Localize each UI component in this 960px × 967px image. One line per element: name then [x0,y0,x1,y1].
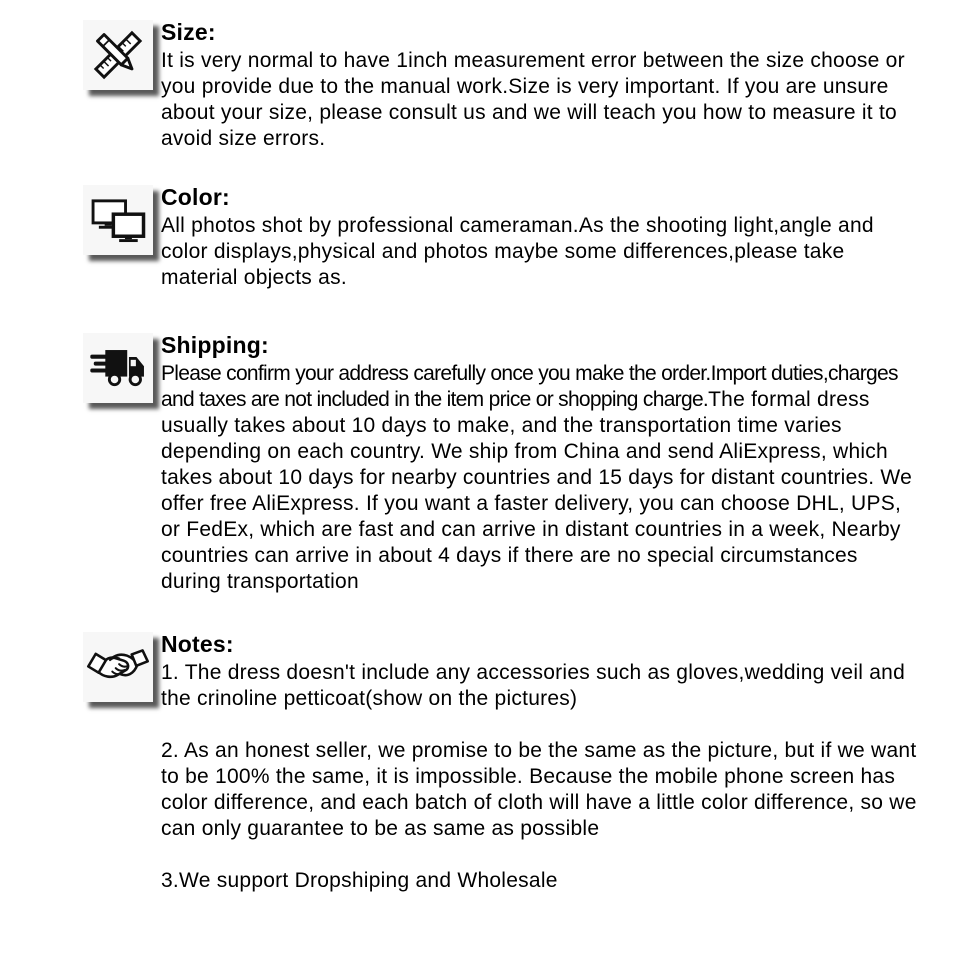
shipping-icon-tile [83,333,153,403]
size-content [161,20,918,152]
section-shipping [83,333,960,595]
size-icon-tile [83,20,153,90]
handshake-icon [86,646,150,688]
color-content [161,185,918,291]
size-title: Size: [161,19,216,45]
section-notes [83,632,960,894]
shipping-content [161,333,918,595]
notes-title: Notes: [161,631,234,657]
color-icon-tile [83,185,153,255]
notes-content [161,632,918,894]
size-text: It is very normal to have 1inch measurement error between the size choose or you provide due to the manual work.Size is very important. If you are unsure about your size, please consult us and we will teach you how to measure it to avoid size errors. [161,49,905,150]
color-text: All photos shot by professional cameraman.As the shooting light,angle and color displays,physical and photos maybe some differences,please take material objects as. [161,214,874,289]
pencil-ruler-icon [89,26,147,84]
shipping-text-intro: Please confirm your address carefully once you make the order.Import duties,charges and taxes are not included in the item price or shopping charge. [161,362,898,411]
delivery-truck-icon [89,346,147,391]
shipping-text [161,361,918,595]
notes-icon-tile [83,632,153,702]
dual-monitors-icon [89,191,147,249]
shipping-text-main: The formal dress usually takes about 10 days to make, and the transportation time varies depending on each country. We ship from China and send AliExpress, which takes about 10 days for nearby countries and 15 days for distant countries. We offer free AliExpress. If you want a faster delivery, you can choose DHL, UPS, or FedEx, which are fast and can arrive in distant countries in a week, Nearby countries can arrive in about 4 days if there are no special circumstances during transportation [161,388,913,593]
notes-item-2: 2. As an honest seller, we promise to be the same as the picture, but if we want to be 100% the same, it is impossible. Because the mobile phone screen has color difference, and each batch of cloth will have a little color difference, so we can only guarantee to be as same as possible [161,739,917,840]
notes-item-3: 3.We support Dropshiping and Wholesale [161,869,558,892]
shipping-title: Shipping: [161,332,269,358]
section-size [83,20,960,152]
color-title: Color: [161,184,230,210]
section-color [83,185,960,291]
notes-item-1: 1. The dress doesn't include any accessories such as gloves,wedding veil and the crinoline petticoat(show on the pictures) [161,661,906,710]
